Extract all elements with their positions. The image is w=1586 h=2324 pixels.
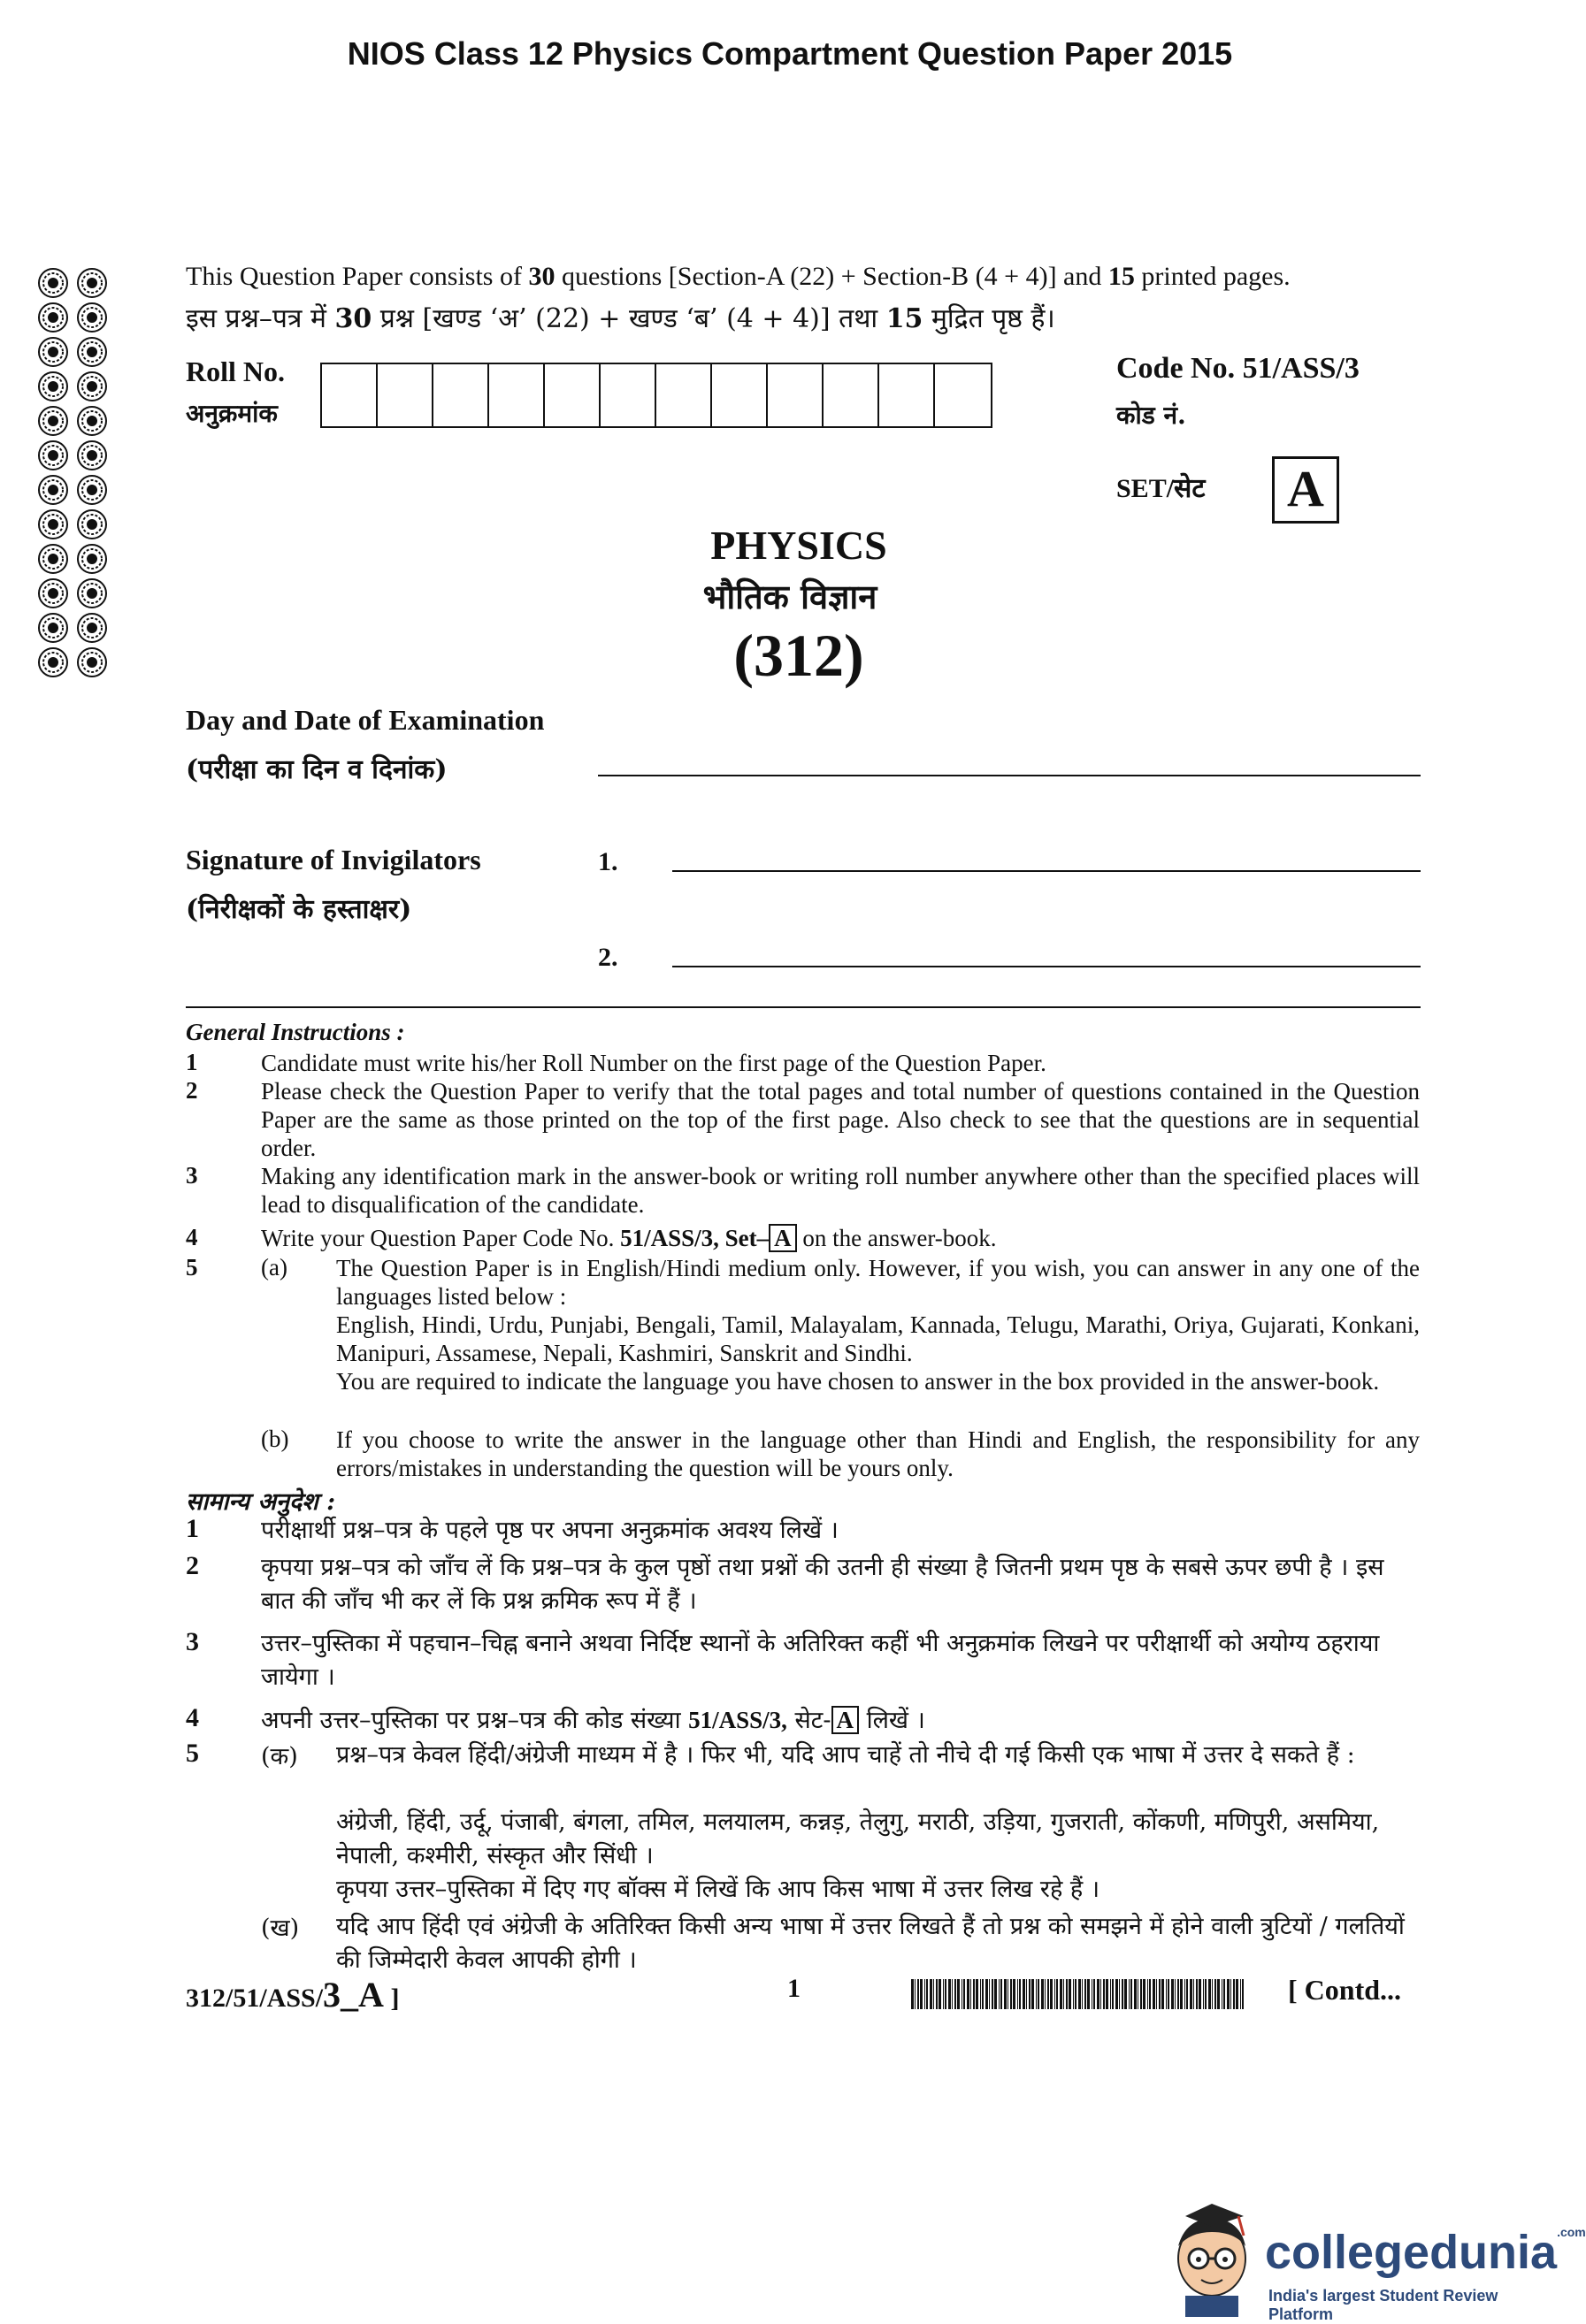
barcode-bar bbox=[963, 1979, 965, 2009]
barcode-bar bbox=[1054, 1979, 1055, 2009]
barcode-bar bbox=[982, 1979, 984, 2009]
barcode-bar bbox=[1013, 1979, 1015, 2009]
barcode-bar bbox=[1112, 1979, 1114, 2009]
barcode-bar bbox=[1196, 1979, 1198, 2009]
barcode-bar bbox=[926, 1979, 928, 2009]
barcode-bar bbox=[1084, 1979, 1086, 2009]
barcode bbox=[911, 1979, 1247, 2009]
barcode-bar bbox=[930, 1979, 932, 2009]
set-inline-box: A bbox=[769, 1224, 797, 1252]
gen-en-num-1: 1 bbox=[186, 1049, 198, 1075]
barcode-bar bbox=[1214, 1979, 1216, 2009]
invigilator-2-number: 2. bbox=[598, 943, 618, 972]
gen-en-text-2: Please check the Question Paper to verify that the total pages and total number of questions contained in the Question Paper are the same as those printed on the top of the first page. Also check to see that the questions are in sequential order. bbox=[261, 1078, 1420, 1161]
barcode-bar bbox=[1115, 1979, 1118, 2009]
flower-center bbox=[88, 279, 96, 287]
barcode-bar bbox=[1045, 1979, 1046, 2009]
brand-tagline: India's largest Student Review Platform bbox=[1268, 2287, 1498, 2323]
barcode-bar bbox=[1205, 1979, 1207, 2009]
barcode-bar bbox=[1073, 1979, 1074, 2009]
barcode-bar bbox=[1124, 1979, 1127, 2009]
gen-en-text-3: Making any identification mark in the answer-book or writing roll number anywhere other than the specified places will lead to disqualification of the candidate. bbox=[261, 1163, 1420, 1218]
barcode-bar bbox=[1069, 1979, 1071, 2009]
gen-en-5b-text: If you choose to write the answer in the language other than Hindi and English, the responsibility for any errors/mistakes in understanding the question will be yours only. bbox=[336, 1426, 1420, 1481]
barcode-bar bbox=[917, 1979, 919, 2009]
gen-instructions-title-hi: सामान्य अनुदेश : bbox=[186, 1488, 336, 1516]
intro-hindi: इस प्रश्न–पत्र में 30 प्रश्न [खण्ड ‘अ’ (22) + खण्ड ‘ब’ (4 + 4)] तथा 15 मुद्रित पृष्ठ हैं। bbox=[186, 303, 1055, 334]
barcode-bar bbox=[1149, 1979, 1151, 2009]
barcode-bar bbox=[1193, 1979, 1194, 2009]
barcode-bar bbox=[1166, 1979, 1167, 2009]
barcode-bar bbox=[1056, 1979, 1058, 2009]
barcode-bar bbox=[1106, 1979, 1108, 2009]
barcode-bar bbox=[1087, 1979, 1090, 2009]
footer-page-number: 1 bbox=[787, 1974, 801, 2003]
barcode-bar bbox=[1156, 1979, 1157, 2009]
barcode-bar bbox=[1147, 1979, 1148, 2009]
set-label: SET/सेट bbox=[1116, 474, 1206, 503]
barcode-bar bbox=[948, 1979, 951, 2009]
flower-center bbox=[88, 382, 96, 391]
gen-hi-text-2: कृपया प्रश्न–पत्र को जाँच लें कि प्रश्न–पत्र के कुल पृष्ठों तथा प्रश्नों की उतनी ही संख्या है जितनी प्रथम पृष्ठ के सबसे ऊपर छपी है । इस बात की जाँच भी कर लें कि प्रश्न क्रमिक रूप में हैं । bbox=[261, 1554, 1384, 1615]
barcode-bar bbox=[1017, 1979, 1018, 2009]
subject-code: (312) bbox=[733, 622, 864, 689]
barcode-bar bbox=[1019, 1979, 1021, 2009]
exam-date-line[interactable] bbox=[598, 775, 1421, 776]
barcode-bar bbox=[1023, 1979, 1025, 2009]
flower-center bbox=[88, 348, 96, 356]
gen-hi-5b-label: (ख) bbox=[261, 1915, 300, 1942]
barcode-bar bbox=[1097, 1979, 1099, 2009]
barcode-bar bbox=[1175, 1979, 1176, 2009]
gen-en-5a-text2: English, Hindi, Urdu, Punjabi, Bengali, Tamil, Malayalam, Kannada, Telugu, Marathi, Oriya, Gujarati, Konkani, Manipuri, Assamese, Nepali, Kashmiri, Sanskrit and Sindhi. bbox=[336, 1311, 1420, 1366]
gen-en-text-4: Write your Question Paper Code No. 51/ASS/3, Set– A on the answer-book. bbox=[261, 1225, 997, 1251]
barcode-bar bbox=[1000, 1979, 1002, 2009]
gen-hi-num-2: 2 bbox=[186, 1551, 199, 1580]
barcode-bar bbox=[1047, 1979, 1049, 2009]
gen-en-num-5: 5 bbox=[186, 1254, 198, 1280]
set-inline-box-hi: A bbox=[831, 1706, 860, 1734]
barcode-bar bbox=[989, 1979, 990, 2009]
invigilator-2-line[interactable] bbox=[672, 966, 1421, 967]
flower-center bbox=[88, 485, 96, 494]
barcode-bar bbox=[1242, 1979, 1244, 2009]
barcode-bar bbox=[1208, 1979, 1211, 2009]
invigilator-1-number: 1. bbox=[598, 847, 618, 876]
barcode-bar bbox=[933, 1979, 934, 2009]
barcode-bar bbox=[1041, 1979, 1044, 2009]
footer-contd: [ Contd... bbox=[1288, 1974, 1402, 2006]
barcode-bar bbox=[1171, 1979, 1174, 2009]
flower-center bbox=[49, 348, 57, 356]
intro-english: This Question Paper consists of 30 questions [Section-A (22) + Section-B (4 + 4)] and 15 printed pages. bbox=[186, 262, 1291, 291]
gen-instructions-title: General Instructions : bbox=[186, 1019, 405, 1045]
barcode-bar bbox=[1110, 1979, 1111, 2009]
barcode-bar bbox=[1143, 1979, 1145, 2009]
barcode-bar bbox=[911, 1979, 914, 2009]
roll-label-hi: अनुक्रमांक bbox=[186, 399, 278, 428]
exam-date-label-en: Day and Date of Examination bbox=[186, 704, 545, 736]
invigilators-label-hi: (निरीक्षकों के हस्ताक्षर) bbox=[186, 894, 412, 925]
exam-date-label-hi: (परीक्षा का दिन व दिनांक) bbox=[186, 754, 448, 785]
barcode-bar bbox=[1161, 1979, 1164, 2009]
barcode-bar bbox=[1129, 1979, 1130, 2009]
barcode-bar bbox=[1093, 1979, 1095, 2009]
set-box: A bbox=[1272, 456, 1339, 524]
barcode-bar bbox=[1223, 1979, 1225, 2009]
barcode-bar bbox=[954, 1979, 956, 2009]
barcode-bar bbox=[970, 1979, 971, 2009]
barcode-bar bbox=[976, 1979, 978, 2009]
barcode-bar bbox=[980, 1979, 981, 2009]
barcode-bar bbox=[1130, 1979, 1132, 2009]
barcode-bar bbox=[1230, 1979, 1231, 2009]
barcode-bar bbox=[957, 1979, 960, 2009]
barcode-bar bbox=[973, 1979, 975, 2009]
invigilators-label-en: Signature of Invigilators bbox=[186, 844, 481, 875]
barcode-bar bbox=[1122, 1979, 1123, 2009]
barcode-bar bbox=[915, 1979, 916, 2009]
footer-paper-code: 312/51/ASS/3_A ] bbox=[186, 1975, 400, 2014]
flower-center bbox=[49, 485, 57, 494]
barcode-bar bbox=[1168, 1979, 1169, 2009]
barcode-bar bbox=[924, 1979, 925, 2009]
barcode-bar bbox=[1078, 1979, 1081, 2009]
barcode-bar bbox=[1103, 1979, 1105, 2009]
barcode-bar bbox=[999, 1979, 1000, 2009]
barcode-bar bbox=[1203, 1979, 1204, 2009]
barcode-bar bbox=[943, 1979, 944, 2009]
gen-hi-5a-text1: प्रश्न–पत्र केवल हिंदी/अंग्रेजी माध्यम में है । फिर भी, यदि आप चाहें तो नीचे दी गई किसी एक भाषा में उत्तर दे सकते हैं : bbox=[336, 1741, 1355, 1769]
barcode-bar bbox=[939, 1979, 941, 2009]
barcode-bar bbox=[1063, 1979, 1064, 2009]
gen-en-5a-text1: The Question Paper is in English/Hindi medium only. However, if you wish, you can answer in any one of the languages listed below : bbox=[336, 1255, 1420, 1310]
gen-hi-5a-label: (क) bbox=[261, 1743, 298, 1770]
barcode-bar bbox=[1066, 1979, 1068, 2009]
barcode-bar bbox=[1227, 1979, 1230, 2009]
barcode-bar bbox=[1140, 1979, 1142, 2009]
invigilator-1-line[interactable] bbox=[672, 870, 1421, 872]
barcode-bar bbox=[920, 1979, 923, 2009]
gen-hi-num-4: 4 bbox=[186, 1703, 199, 1732]
barcode-bar bbox=[1190, 1979, 1192, 2009]
gen-hi-num-3: 3 bbox=[186, 1627, 199, 1656]
barcode-bar bbox=[1029, 1979, 1031, 2009]
barcode-bar bbox=[1038, 1979, 1039, 2009]
barcode-bar bbox=[1075, 1979, 1076, 2009]
flower-center bbox=[49, 382, 57, 391]
barcode-bar bbox=[1031, 1979, 1034, 2009]
barcode-bar bbox=[1217, 1979, 1220, 2009]
flower-center bbox=[49, 417, 57, 425]
barcode-bar bbox=[1036, 1979, 1037, 2009]
barcode-bar bbox=[1082, 1979, 1083, 2009]
mascot-icon bbox=[1159, 2193, 1265, 2317]
gen-en-num-4: 4 bbox=[186, 1224, 198, 1250]
barcode-bar bbox=[1153, 1979, 1155, 2009]
roll-label-en: Roll No. bbox=[186, 355, 285, 387]
gen-hi-num-5: 5 bbox=[186, 1739, 199, 1768]
barcode-bar bbox=[1060, 1979, 1062, 2009]
gen-en-5a-text3: You are required to indicate the language you have chosen to answer in the box provided in the answer-book. bbox=[336, 1368, 1380, 1395]
barcode-bar bbox=[1004, 1979, 1007, 2009]
barcode-bar bbox=[1100, 1979, 1101, 2009]
barcode-bar bbox=[1050, 1979, 1053, 2009]
gen-hi-5a-text3: कृपया उत्तर–पुस्तिका में दिए गए बॉक्स में लिखें कि आप किस भाषा में उत्तर लिख रहे हैं । bbox=[336, 1876, 1100, 1903]
flower-center bbox=[49, 451, 57, 460]
barcode-bar bbox=[985, 1979, 988, 2009]
subject-hi: भौतिक विज्ञान bbox=[702, 577, 877, 616]
flower-center bbox=[49, 279, 57, 287]
gen-en-5b-label: (b) bbox=[261, 1426, 289, 1452]
page-header-title: NIOS Class 12 Physics Compartment Question Paper 2015 bbox=[347, 35, 1233, 72]
barcode-bar bbox=[936, 1979, 938, 2009]
barcode-bar bbox=[1236, 1979, 1238, 2009]
roll-number-boxes[interactable] bbox=[320, 363, 992, 428]
code-value: 51/ASS/3 bbox=[1242, 352, 1360, 385]
barcode-bar bbox=[1134, 1979, 1137, 2009]
barcode-bar bbox=[992, 1979, 993, 2009]
code-label-hi: कोड नं. bbox=[1116, 401, 1186, 430]
barcode-bar bbox=[1184, 1979, 1185, 2009]
gen-hi-text-1: परीक्षार्थी प्रश्न–पत्र के पहले पृष्ठ पर अपना अनुक्रमांक अवश्य लिखें । bbox=[261, 1517, 839, 1544]
gen-hi-num-1: 1 bbox=[186, 1514, 199, 1543]
gen-en-num-2: 2 bbox=[186, 1077, 198, 1104]
barcode-bar bbox=[1010, 1979, 1012, 2009]
brand-name: collegedunia$^{.com}$ bbox=[1265, 2225, 1586, 2279]
barcode-bar bbox=[1119, 1979, 1120, 2009]
gen-hi-5a-text2: अंग्रेजी, हिंदी, उर्दू, पंजाबी, बंगला, तमिल, मलयालम, कन्नड़, तेलुगु, मराठी, उड़िया, गुजराती, कोंकणी, मणिपुरी, असमिया, नेपाली, कश्मीरी, संस्कृत और सिंधी । bbox=[336, 1808, 1380, 1869]
barcode-bar bbox=[967, 1979, 969, 2009]
barcode-bar bbox=[1026, 1979, 1027, 2009]
barcode-bar bbox=[1240, 1979, 1241, 2009]
flower-center bbox=[88, 417, 96, 425]
barcode-bar bbox=[1180, 1979, 1183, 2009]
gen-en-num-3: 3 bbox=[186, 1162, 198, 1189]
flower-center bbox=[49, 313, 57, 322]
code-label: Code No. 51/ASS/3 bbox=[1116, 352, 1360, 385]
gen-en-5a-label: (a) bbox=[261, 1254, 287, 1280]
gen-hi-text-4: अपनी उत्तर–पुस्तिका पर प्रश्न–पत्र की कोड संख्या 51/ASS/3, सेट- A लिखें । bbox=[261, 1707, 925, 1734]
barcode-bar bbox=[1159, 1979, 1161, 2009]
gen-en-text-1: Candidate must write his/her Roll Number on the first page of the Question Paper. bbox=[261, 1050, 1046, 1076]
gen-hi-5b-text: यदि आप हिंदी एवं अंग्रेजी के अतिरिक्त किसी अन्य भाषा में उत्तर लिखते हैं तो प्रश्न को समझने में होने वाली त्रुटियों / गलतियों की जिम्मेदारी केवल आपकी होगी । bbox=[336, 1913, 1405, 1974]
collegedunia-logo bbox=[1159, 2193, 1586, 2323]
flower-center bbox=[88, 451, 96, 460]
barcode-bar bbox=[1212, 1979, 1213, 2009]
gen-hi-text-3: उत्तर–पुस्तिका में पहचान–चिह्न बनाने अथवा निर्दिष्ट स्थानों के अतिरिक्त कहीं भी अनुक्रमांक लिखने पर परीक्षार्थी को अयोग्य ठहराया जायेगा । bbox=[261, 1630, 1380, 1691]
flower-center bbox=[88, 313, 96, 322]
barcode-bar bbox=[1177, 1979, 1179, 2009]
barcode-bar bbox=[1199, 1979, 1201, 2009]
section-divider bbox=[186, 1006, 1421, 1008]
barcode-bar bbox=[994, 1979, 997, 2009]
subject-en: PHYSICS bbox=[710, 523, 887, 568]
barcode-bar bbox=[1186, 1979, 1188, 2009]
barcode-bar bbox=[952, 1979, 953, 2009]
barcode-bar bbox=[945, 1979, 946, 2009]
barcode-bar bbox=[1233, 1979, 1235, 2009]
